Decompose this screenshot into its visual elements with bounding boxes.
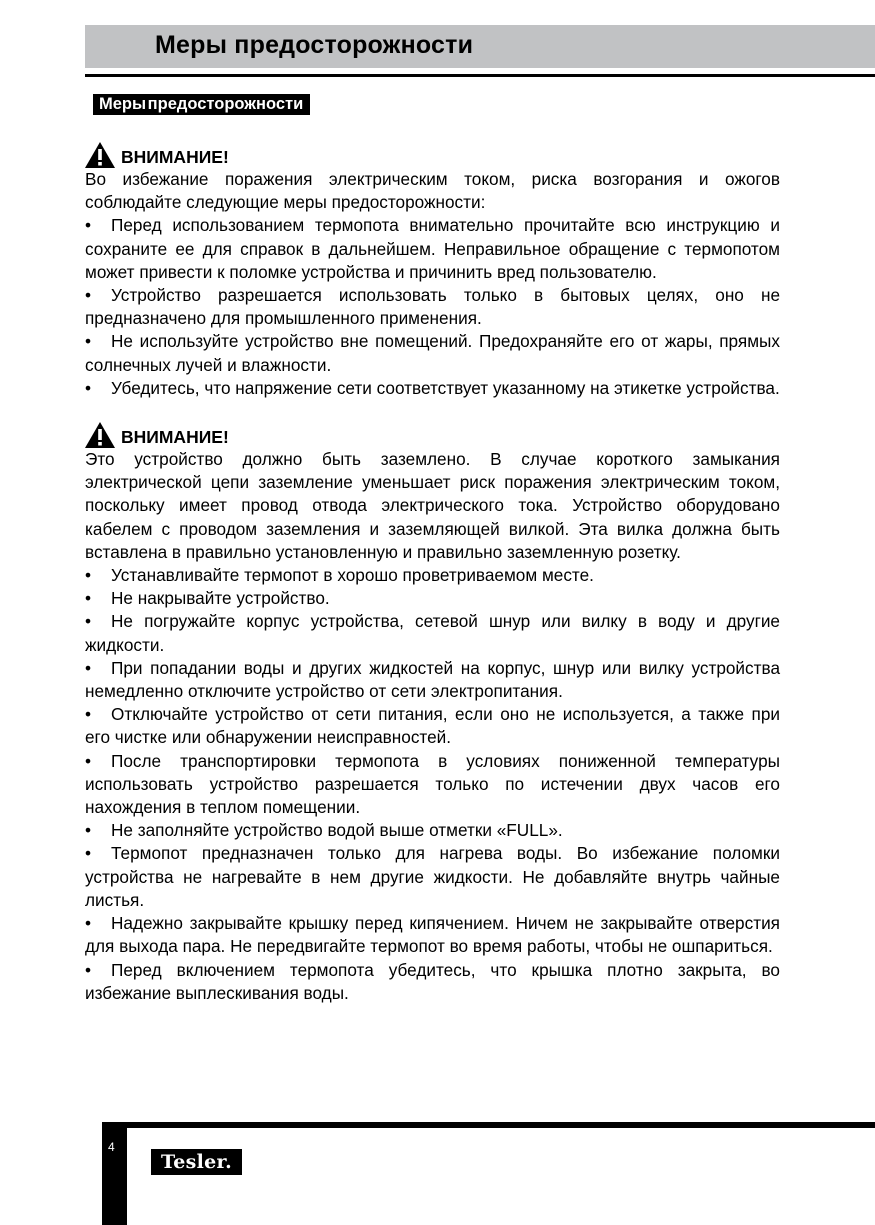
warning-heading-text: ВНИМАНИЕ! bbox=[121, 147, 229, 167]
list-item: • При попадании воды и других жидкостей на корпус, шнур или вилку устройства немедленно отключите устройство от сети электропитания. bbox=[85, 657, 780, 702]
warning-intro: Во избежание поражения электрическим током, риска возгорания и ожогов соблюдайте следующие меры предосторожности: bbox=[85, 169, 780, 213]
warning-intro: Это устройство должно быть заземлено. В случае короткого замыкания электрической цепи заземление уменьшает риск поражения электрическим током, поскольку имеет провод отвода электрического тока. Устройство оборудовано кабелем с проводом заземления и заземляющей вилкой. Эта вилка должна быть вставлена в правильно установленную и правильно заземленную розетку. bbox=[85, 449, 780, 562]
bullet-icon: • bbox=[85, 331, 92, 352]
warning-block-1 bbox=[85, 140, 780, 400]
footer-divider bbox=[102, 1122, 875, 1128]
bullet-icon: • bbox=[85, 611, 92, 632]
page-number: 4 bbox=[108, 1140, 115, 1154]
bullet-icon: • bbox=[85, 215, 92, 236]
header-divider bbox=[85, 74, 875, 77]
list-item: • Надежно закрывайте крышку перед кипячением. Ничем не закрывайте отверстия для выхода пара. Не передвигайте термопот во время работы, чтобы не ошпариться. bbox=[85, 913, 780, 957]
warning-block-2 bbox=[85, 420, 780, 1005]
warning-triangle-icon bbox=[85, 142, 115, 168]
warning-triangle-icon bbox=[85, 422, 115, 448]
list-item: • Устройство разрешается использовать только в бытовых целях, оно не предназначено для промышленного применения. bbox=[85, 285, 780, 329]
header-bar bbox=[85, 25, 875, 68]
warning-heading-text: ВНИМАНИЕ! bbox=[121, 427, 229, 448]
warning-heading bbox=[85, 140, 780, 168]
bullet-icon: • bbox=[85, 750, 92, 771]
list-item: • Перед включением термопота убедитесь, что крышка плотно закрыта, во избежание выплескивания воды. bbox=[85, 959, 780, 1003]
bullet-icon: • bbox=[85, 565, 92, 586]
bullet-icon: • bbox=[85, 588, 92, 609]
bullet-icon: • bbox=[85, 959, 92, 980]
bullet-icon: • bbox=[85, 704, 92, 725]
list-item: • После транспортировки термопота в условиях пониженной температуры использовать устройство разрешается только по истечении двух часов его нахождения в теплом помещении. bbox=[85, 750, 780, 818]
bullet-icon: • bbox=[85, 657, 92, 678]
list-item: • Не накрывайте устройство. bbox=[85, 587, 780, 610]
page-title: Меры предосторожности bbox=[155, 31, 474, 59]
bullet-icon: • bbox=[85, 913, 92, 934]
list-item: • Не погружайте корпус устройства, сетевой шнур или вилку в воду и другие жидкости. bbox=[85, 611, 780, 655]
list-item: • Термопот предназначен только для нагрева воды. Во избежание поломки устройства не нагревайте в нем другие жидкости. Не добавляйте внутрь чайные листья. bbox=[85, 843, 780, 910]
list-item: • Перед использованием термопота внимательно прочитайте всю инструкцию и сохраните ее для справок в дальнейшем. Неправильное обращение с термопотом может привести к поломке устройства и причинить вред пользователю. bbox=[85, 215, 780, 282]
bullet-icon: • bbox=[85, 820, 92, 841]
list-item: • Отключайте устройство от сети питания, если оно не используется, а также при его чистке или обнаружении неисправностей. bbox=[85, 704, 780, 748]
section-label: Меры предосторожности bbox=[93, 94, 310, 115]
list-item: • Не заполняйте устройство водой выше отметки «FULL». bbox=[85, 819, 780, 842]
content bbox=[85, 140, 780, 1005]
bullet-icon: • bbox=[85, 377, 92, 398]
bullet-icon: • bbox=[85, 285, 92, 306]
brand-logo: Tesler. bbox=[151, 1149, 242, 1175]
list-item: • Устанавливайте термопот в хорошо проветриваемом месте. bbox=[85, 564, 780, 587]
list-item: • Убедитесь, что напряжение сети соответствует указанному на этикетке устройства. bbox=[85, 377, 780, 400]
bullet-icon: • bbox=[85, 843, 92, 864]
footer-page-tab bbox=[102, 1122, 127, 1225]
spacer bbox=[85, 400, 780, 420]
warning-heading bbox=[85, 420, 780, 448]
list-item: • Не используйте устройство вне помещений. Предохраняйте его от жары, прямых солнечных лучей и влажности. bbox=[85, 331, 780, 375]
